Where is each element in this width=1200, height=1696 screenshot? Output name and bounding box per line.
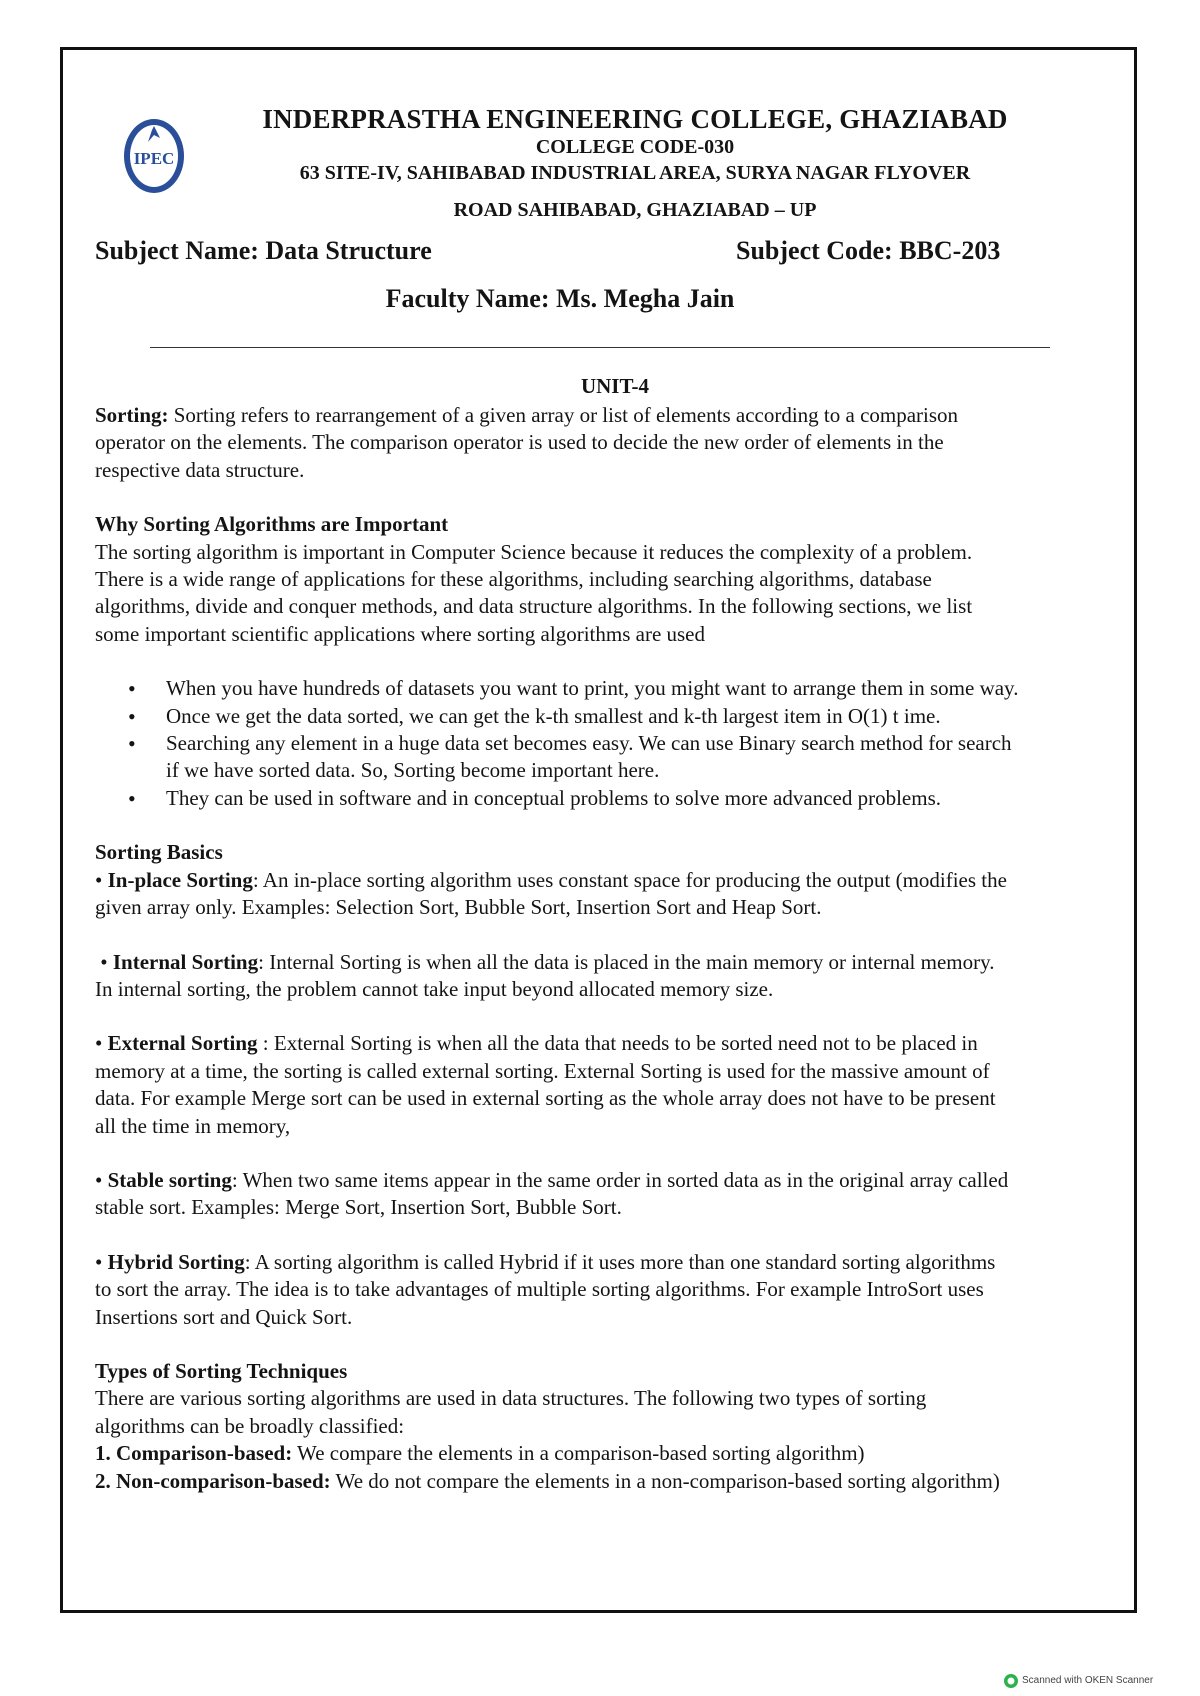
text-line: all the time in memory, xyxy=(95,1113,291,1138)
text-line: In internal sorting, the problem cannot take input beyond allocated memory size. xyxy=(95,976,774,1001)
text-line: There are various sorting algorithms are used in data structures. The following two types of sorting xyxy=(95,1386,927,1411)
header-divider xyxy=(150,347,1050,348)
bullet-mark: • xyxy=(95,867,108,892)
bullet-mark: • xyxy=(95,949,113,974)
text-line: Insertions sort and Quick Sort. xyxy=(95,1304,353,1329)
basics-item-stable xyxy=(95,1167,1135,1194)
term-internal: Internal Sorting xyxy=(112,949,259,974)
subject-name: Subject Name: Data Structure xyxy=(95,236,432,265)
text-line: operator on the elements. The comparison operator is used to decide the new order of elements in the xyxy=(95,430,944,455)
unit-title: UNIT-4 xyxy=(580,374,650,398)
sorting-definition xyxy=(95,402,1135,429)
text-line: algorithms, divide and conquer methods, and data structure algorithms. In the following sections, we list xyxy=(95,594,973,619)
subject-code: Subject Code: BBC-203 xyxy=(736,236,1001,265)
text-line: There is a wide range of applications for these algorithms, including searching algorithms, database xyxy=(95,567,932,592)
text-line: Searching any element in a huge data set becomes easy. We can use Binary search method for search xyxy=(166,731,1012,756)
section-heading-types: Types of Sorting Techniques xyxy=(95,1358,348,1383)
list-item xyxy=(166,785,1135,812)
text-line: algorithms can be broadly classified: xyxy=(95,1413,405,1438)
text-line: Once we get the data sorted, we can get the k-th smallest and k-th largest item in O(1) t ime. xyxy=(166,703,941,728)
basics-item-external xyxy=(95,1030,1135,1057)
text-line: When you have hundreds of datasets you want to print, you might want to arrange them in some way. xyxy=(166,676,1019,701)
term-inplace: In-place Sorting xyxy=(107,867,253,892)
faculty-name: Faculty Name: Ms. Megha Jain xyxy=(385,284,735,313)
text-line: to sort the array. The idea is to take advantages of multiple sorting algorithms. For example IntroSort uses xyxy=(95,1277,984,1302)
text-line: : When two same items appear in the same order in sorted data as in the original array called xyxy=(231,1167,1009,1192)
type-item-comparison xyxy=(95,1440,1135,1467)
basics-item-internal xyxy=(95,949,1135,976)
address-line-1: 63 SITE-IV, SAHIBABAD INDUSTRIAL AREA, SURYA NAGAR FLYOVER xyxy=(299,162,971,184)
ipec-logo xyxy=(110,108,198,200)
text-line: given array only. Examples: Selection Sort, Bubble Sort, Insertion Sort and Heap Sort. xyxy=(95,895,822,920)
logo-text: IPEC xyxy=(133,149,175,168)
section-heading-why: Why Sorting Algorithms are Important xyxy=(95,512,449,537)
type-item-noncomparison xyxy=(95,1468,1135,1495)
section-heading-basics: Sorting Basics xyxy=(95,840,223,865)
bullet-mark: • xyxy=(95,1167,108,1192)
document-body xyxy=(95,402,1135,1495)
bullet-mark: • xyxy=(95,1249,108,1274)
term-hybrid: Hybrid Sorting xyxy=(107,1249,245,1274)
scanner-watermark: Scanned with OKEN Scanner xyxy=(1022,1675,1154,1686)
college-name: INDERPRASTHA ENGINEERING COLLEGE, GHAZIABAD xyxy=(262,104,1008,134)
text-line: respective data structure. xyxy=(95,457,305,482)
basics-item-inplace xyxy=(95,867,1135,894)
bullet-mark: • xyxy=(95,1031,108,1056)
term-comparison: 1. Comparison-based: xyxy=(95,1441,293,1466)
text-line: The sorting algorithm is important in Computer Science because it reduces the complexity of a problem. xyxy=(95,539,973,564)
text-line: We compare the elements in a comparison-based sorting algorithm) xyxy=(292,1441,865,1466)
text-line: : An in-place sorting algorithm uses constant space for producing the output (modifies the xyxy=(252,867,1007,892)
text-line: data. For example Merge sort can be used in external sorting as the whole array does not have to be present xyxy=(95,1086,996,1111)
text-line: : Internal Sorting is when all the data is placed in the main memory or internal memory. xyxy=(258,949,995,974)
text-line: : External Sorting is when all the data that needs to be sorted need not to be placed in xyxy=(257,1031,978,1056)
text-line: We do not compare the elements in a non-comparison-based sorting algorithm) xyxy=(330,1468,1000,1493)
text-line: Sorting refers to rearrangement of a given array or list of elements according to a comparison xyxy=(168,403,959,427)
list-item xyxy=(166,703,1135,730)
list-item xyxy=(166,730,1135,785)
term-external: External Sorting xyxy=(107,1031,258,1056)
basics-item-hybrid xyxy=(95,1249,1135,1276)
list-item xyxy=(166,675,1135,702)
text-line: if we have sorted data. So, Sorting become important here. xyxy=(166,758,660,783)
importance-list xyxy=(95,675,1135,812)
text-line: some important scientific applications where sorting algorithms are used xyxy=(95,621,706,646)
text-line: memory at a time, the sorting is called external sorting. External Sorting is used for the massive amount of xyxy=(95,1058,990,1083)
term-stable: Stable sorting xyxy=(107,1167,232,1192)
text-line: : A sorting algorithm is called Hybrid if it uses more than one standard sorting algorithms xyxy=(244,1249,996,1274)
scanner-logo-icon xyxy=(1003,1673,1019,1689)
text-line: stable sort. Examples: Merge Sort, Insertion Sort, Bubble Sort. xyxy=(95,1195,622,1220)
address-line-2: ROAD SAHIBABAD, GHAZIABAD – UP xyxy=(453,199,817,221)
college-code: COLLEGE CODE-030 xyxy=(535,136,735,158)
term-noncomparison: 2. Non-comparison-based: xyxy=(95,1468,331,1493)
text-line: They can be used in software and in conceptual problems to solve more advanced problems. xyxy=(166,785,942,810)
sorting-term: Sorting: xyxy=(95,403,169,427)
